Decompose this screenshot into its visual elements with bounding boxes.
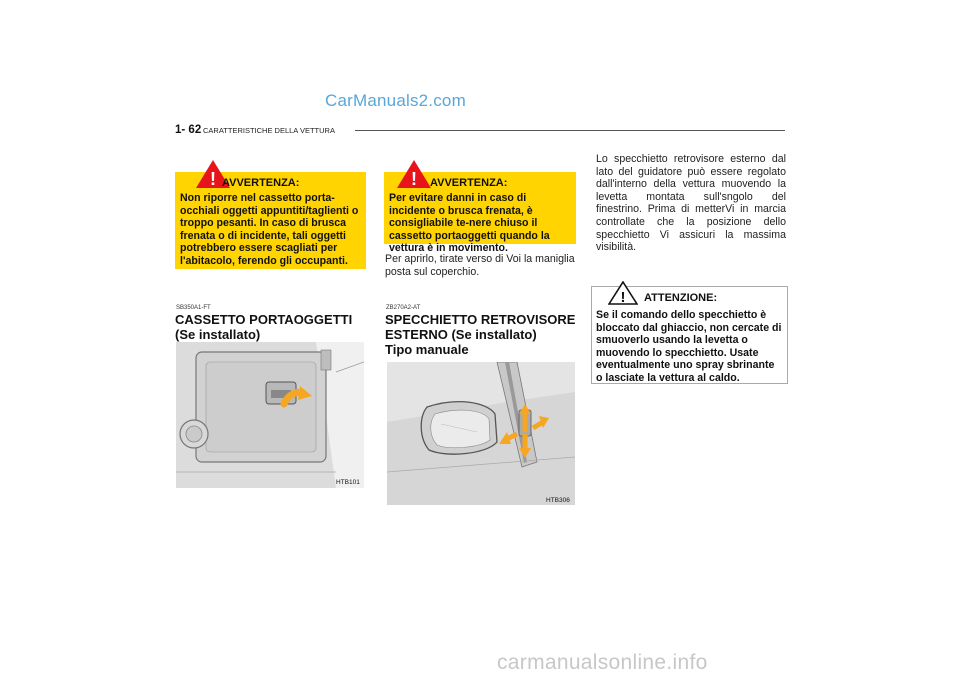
header-rule [355,130,785,131]
caution-triangle-icon [608,281,638,305]
section-heading: CASSETTO PORTAOGGETTI (Se installato) [175,312,353,342]
watermark-top[interactable]: CarManuals2.com [325,91,466,110]
mirror-figure [387,362,575,505]
caution-box [591,286,788,384]
glovebox-illustration [176,342,364,488]
section-code: ZB270A2-AT [386,305,421,311]
caution-title: ATTENZIONE: [644,292,718,304]
section-title: CARATTERISTICHE DELLA VETTURA [203,126,335,135]
warning-title: AVVERTENZA: [430,177,508,189]
svg-text:!: ! [620,289,626,305]
warning-text: Non riporre nel cassetto porta-occhiali oggetti appuntiti/taglienti o troppo pesanti. In caso di brusca frenata o di incidente, tali oggetti potrebbero essere scagliati per l'abitacolo, ferendo gli occupanti. [180,192,359,267]
caution-text: Se il comando dello specchietto è bloccato dal ghiaccio, non cercate di smuoverlo usando la levetta o muovendo lo specchietto. Usate eventualmente uno spray sbrinante o lasciate la vettura al caldo. [596,309,782,384]
glovebox-figure [176,342,364,488]
warning-text: Per evitare danni in caso di incidente o brusca frenata, è consigliabile te-nere chiuso il cassetto portaoggetti quando la vettura è in movimento. [389,192,550,255]
figure-label: HTB101 [336,479,360,486]
watermark-bottom[interactable]: carmanualsonline.info [497,651,708,674]
svg-text:!: ! [210,169,216,189]
glovebox-open-text: Per aprirlo, tirate verso di Voi la maniglia posta sul coperchio. [385,253,575,278]
warning-box-middle [384,169,576,255]
section-code: SB350A1-FT [176,305,211,311]
page-number: 1- 62 [175,124,202,136]
figure-label: HTB306 [546,497,570,504]
svg-text:!: ! [411,169,417,189]
mirror-illustration [387,362,575,505]
warning-box-left [175,169,366,269]
section-heading: SPECCHIETTO RETROVISORE ESTERNO (Se installato) Tipo manuale [385,312,576,357]
warning-title: AVVERTENZA: [222,177,300,189]
warning-triangle-icon [396,159,432,189]
mirror-adjust-text: Lo specchietto retrovisore esterno dal lato del guidatore può essere regolato dall'interno della vettura muovendo la levetta montata sull'sngolo del finestrino. Prima di metterVi in marcia controllate che la posizione dello specchietto Vi assicuri la massima visibilità. [596,153,786,254]
